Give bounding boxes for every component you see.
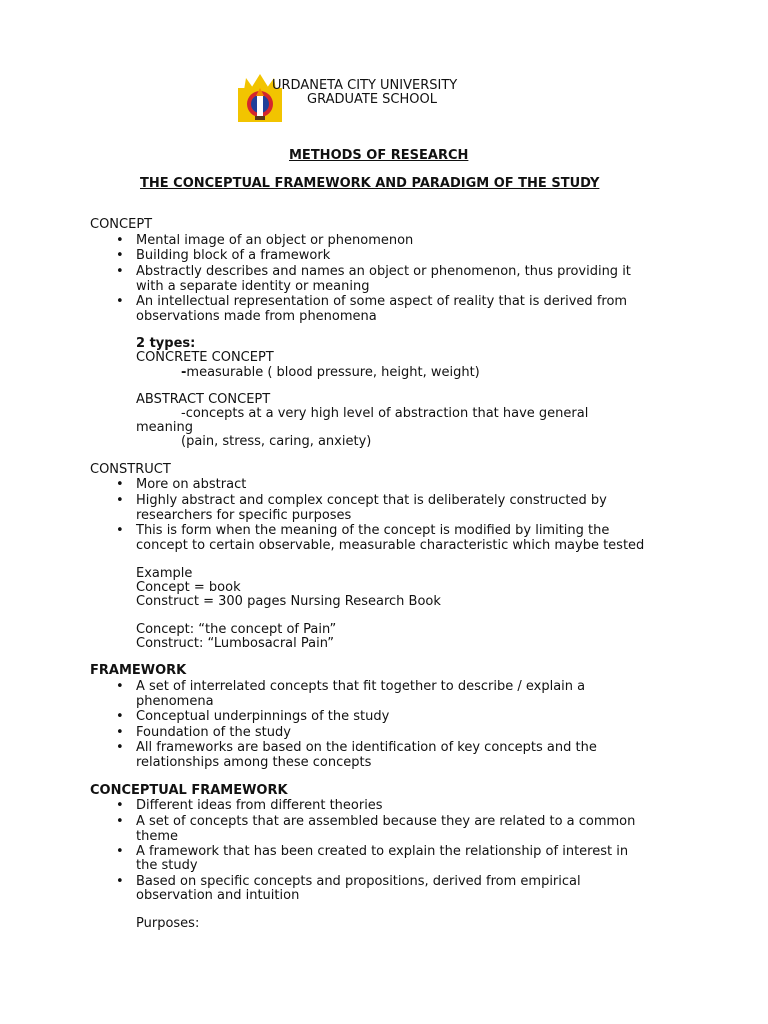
example-concept: Concept = book <box>136 580 241 595</box>
concrete-concept-desc <box>181 365 480 380</box>
list-item-continuation: phenomena <box>136 694 214 709</box>
list-item: Highly abstract and complex concept that is deliberately constructed by <box>136 493 607 508</box>
types-heading: 2 types: <box>136 336 196 351</box>
concrete-concept-heading: CONCRETE CONCEPT <box>136 350 274 365</box>
bullet-icon: • <box>116 233 124 248</box>
list-item: All frameworks are based on the identification of key concepts and the <box>136 740 597 755</box>
university-name: URDANETA CITY UNIVERSITY <box>272 78 458 93</box>
concept-heading: CONCEPT <box>90 217 153 232</box>
pain-concept: Concept: “the concept of Pain” <box>136 622 337 637</box>
bullet-icon: • <box>116 814 124 829</box>
bullet-icon: • <box>116 844 124 859</box>
list-item-continuation: the study <box>136 858 198 873</box>
list-item: A set of concepts that are assembled because they are related to a common <box>136 814 636 829</box>
school-name: GRADUATE SCHOOL <box>307 92 437 107</box>
bullet-icon: • <box>116 798 124 813</box>
bullet-icon: • <box>116 709 124 724</box>
list-item: Conceptual underpinnings of the study <box>136 709 390 724</box>
abstract-concept-heading: ABSTRACT CONCEPT <box>136 392 271 407</box>
course-title: METHODS OF RESEARCH <box>289 148 469 163</box>
list-item-continuation: theme <box>136 829 178 844</box>
bullet-icon: • <box>116 725 124 740</box>
list-item: Different ideas from different theories <box>136 798 383 813</box>
bullet-icon: • <box>116 477 124 492</box>
list-item: Based on specific concepts and propositions, derived from empirical <box>136 874 581 889</box>
bullet-icon: • <box>116 740 124 755</box>
list-item: Foundation of the study <box>136 725 291 740</box>
conceptual-framework-heading: CONCEPTUAL FRAMEWORK <box>90 783 288 798</box>
list-item: This is form when the meaning of the concept is modified by limiting the <box>136 523 610 538</box>
list-item: Building block of a framework <box>136 248 331 263</box>
list-item-continuation: with a separate identity or meaning <box>136 279 370 294</box>
list-item-continuation: relationships among these concepts <box>136 755 372 770</box>
list-item: A framework that has been created to explain the relationship of interest in <box>136 844 629 859</box>
list-item: More on abstract <box>136 477 247 492</box>
framework-heading: FRAMEWORK <box>90 663 187 678</box>
bullet-icon: • <box>116 248 124 263</box>
bullet-icon: • <box>116 523 124 538</box>
list-item-continuation: concept to certain observable, measurable characteristic which maybe tested <box>136 538 645 553</box>
example-label: Example <box>136 566 193 581</box>
list-item-continuation: observations made from phenomena <box>136 309 377 324</box>
bullet-icon: • <box>116 264 124 279</box>
list-item: Mental image of an object or phenomenon <box>136 233 414 248</box>
purposes-label: Purposes: <box>136 916 200 931</box>
concrete-desc-text: measurable ( blood pressure, height, weight) <box>186 365 480 380</box>
bullet-icon: • <box>116 679 124 694</box>
concrete-dash: - <box>181 365 187 380</box>
abstract-concept-desc-cont: meaning <box>136 420 193 435</box>
example-construct: Construct = 300 pages Nursing Research Book <box>136 594 441 609</box>
bullet-icon: • <box>116 493 124 508</box>
bullet-icon: • <box>116 294 124 309</box>
bullet-icon: • <box>116 874 124 889</box>
list-item: Abstractly describes and names an object or phenomenon, thus providing it <box>136 264 631 279</box>
list-item-continuation: observation and intuition <box>136 888 300 903</box>
document-title: THE CONCEPTUAL FRAMEWORK AND PARADIGM OF THE STUDY <box>140 176 600 191</box>
construct-heading: CONSTRUCT <box>90 462 171 477</box>
list-item: A set of interrelated concepts that fit together to describe / explain a <box>136 679 586 694</box>
list-item-continuation: researchers for specific purposes <box>136 508 352 523</box>
abstract-concept-desc: -concepts at a very high level of abstraction that have general <box>181 406 589 421</box>
list-item: An intellectual representation of some aspect of reality that is derived from <box>136 294 628 309</box>
pain-construct: Construct: “Lumbosacral Pain” <box>136 636 334 651</box>
abstract-concept-examples: (pain, stress, caring, anxiety) <box>181 434 372 449</box>
